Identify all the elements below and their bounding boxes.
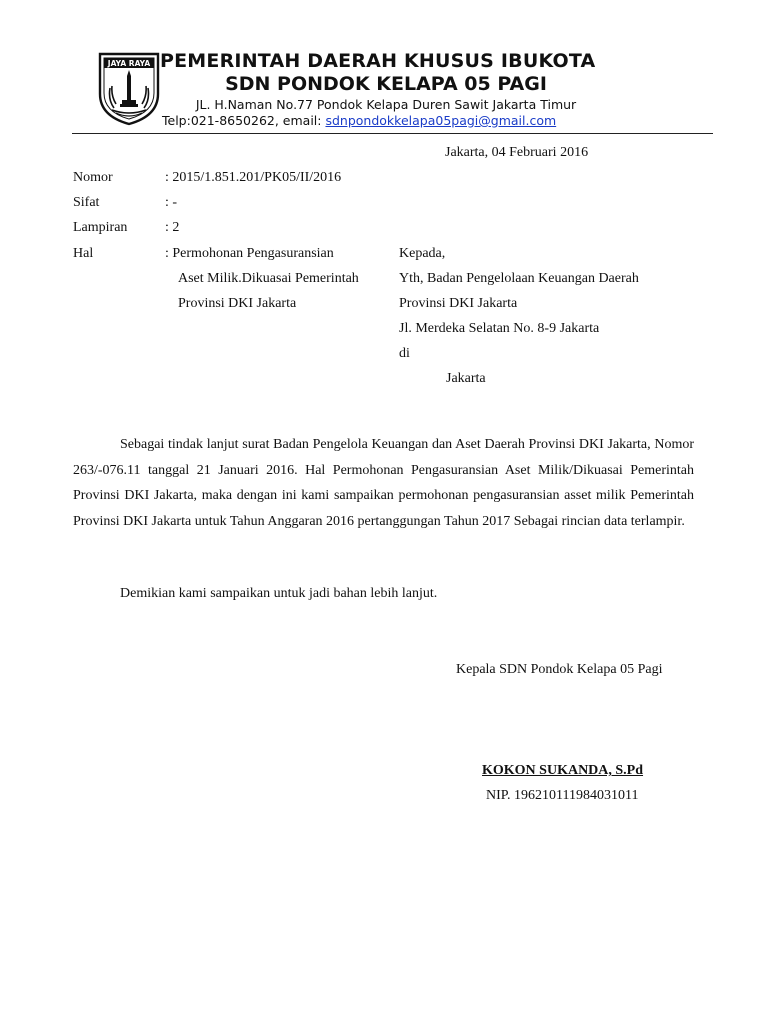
recipient-line3: Provinsi DKI Jakarta <box>399 296 518 311</box>
recipient-line5: di <box>399 346 410 361</box>
lampiran-value: : 2 <box>165 220 180 235</box>
letterhead-contact <box>162 113 556 128</box>
letter-date: Jakarta, 04 Februari 2016 <box>445 145 589 160</box>
body-paragraph-1: Sebagai tindak lanjut surat Badan Pengelola Keuangan dan Aset Daerah Provinsi DKI Jakarta, Nomor 263/-076.11 tanggal 21 Januari 2016. Hal Permohonan Pengasuransian Aset Milik/Dikuasai Pemerintah Provinsi DKI Jakarta, maka dengan ini kami sampaikan permohonan pengasuransian asset milik Pemerintah Provinsi DKI Jakarta untuk Tahun Anggaran 2016 pertanggungan Tahun 2017 Sebagai rincian data terlampir. <box>73 437 694 529</box>
body-paragraph-2: Demikian kami sampaikan untuk jadi bahan lebih lanjut. <box>120 586 438 601</box>
letterhead-address: JL. H.Naman No.77 Pondok Kelapa Duren Sawit Jakarta Timur <box>195 97 577 112</box>
letterhead-title-line2 <box>0 73 768 95</box>
svg-text:JAYA RAYA: JAYA RAYA <box>107 59 151 68</box>
recipient-line6: Jakarta <box>446 371 486 386</box>
letterhead-divider <box>72 133 713 134</box>
hal-line3: Provinsi DKI Jakarta <box>178 296 297 311</box>
letterhead-title-line1: PEMERINTAH DAERAH KHUSUS IBUKOTA <box>160 50 596 72</box>
recipient-line4: Jl. Merdeka Selatan No. 8-9 Jakarta <box>399 321 600 336</box>
signatory-position: Kepala SDN Pondok Kelapa 05 Pagi <box>456 662 663 677</box>
hal-line1: : Permohonan Pengasuransian <box>165 246 334 261</box>
hal-label: Hal <box>73 246 94 261</box>
phone-text: Telp:021-8650262, email: <box>162 113 326 128</box>
nomor-label: Nomor <box>73 170 113 185</box>
email-link[interactable]: sdnpondokkelapa05pagi@gmail.com <box>325 113 557 128</box>
school-name: SDN PONDOK KELAPA 05 PAGI <box>225 73 547 95</box>
recipient-line2: Yth, Badan Pengelolaan Keuangan Daerah <box>399 271 639 286</box>
signatory-name: KOKON SUKANDA, S.Pd <box>482 763 644 778</box>
lampiran-label: Lampiran <box>73 220 128 235</box>
hal-line2: Aset Milik.Dikuasai Pemerintah <box>178 271 359 286</box>
nomor-value: : 2015/1.851.201/PK05/II/2016 <box>165 170 342 185</box>
sifat-label: Sifat <box>73 195 100 210</box>
sifat-value: : - <box>165 195 178 210</box>
recipient-line1: Kepada, <box>399 246 446 261</box>
signatory-nip: NIP. 196210111984031011 <box>486 788 639 803</box>
